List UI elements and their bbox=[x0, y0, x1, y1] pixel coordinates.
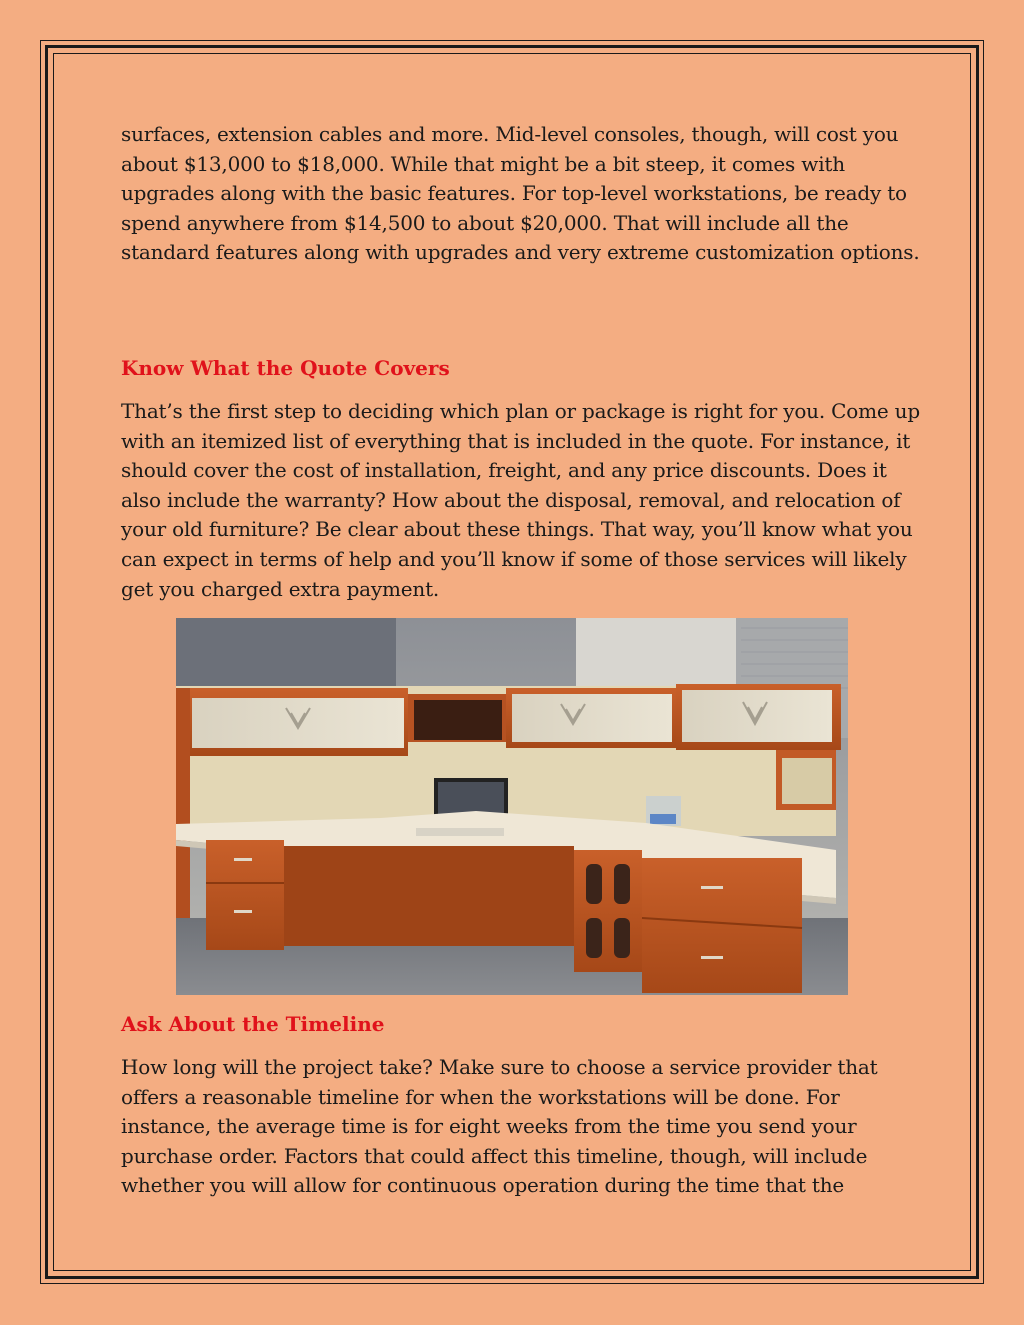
paragraph-quote: That’s the first step to deciding which plan or package is right for you. Come up with an itemized list of everything that is included in the quote. For instance, it should cover the cost of installation, freight, and any price discounts. Does it also include the warranty? How about the disposal, removal, and relocation of your old furniture? Be clear about these things. That way, you’ll know what you can expect in terms of help and you’ll know if some of those services will likely get you charged extra payment. bbox=[121, 399, 920, 601]
heading-timeline: Ask About the Timeline bbox=[121, 1012, 385, 1036]
paragraph-pricing: surfaces, extension cables and more. Mid-level consoles, though, will cost you about $13,000 to $18,000. While that might be a bit steep, it comes with upgrades along with the basic features. For top-level workstations, be ready to spend anywhere from $14,500 to about $20,000. That will include all the standard features along with upgrades and very extreme customization options. bbox=[121, 122, 920, 265]
office-workstation-photo bbox=[176, 618, 848, 995]
paragraph-timeline: How long will the project take? Make sure to choose a service provider that offers a reasonable timeline for when the workstations will be done. For instance, the average time is for eight weeks from the time you send your purchase order. Factors that could affect this timeline, though, will include whether you will allow for continuous operation during the time that the bbox=[121, 1055, 878, 1198]
heading-quote-covers: Know What the Quote Covers bbox=[121, 356, 450, 380]
